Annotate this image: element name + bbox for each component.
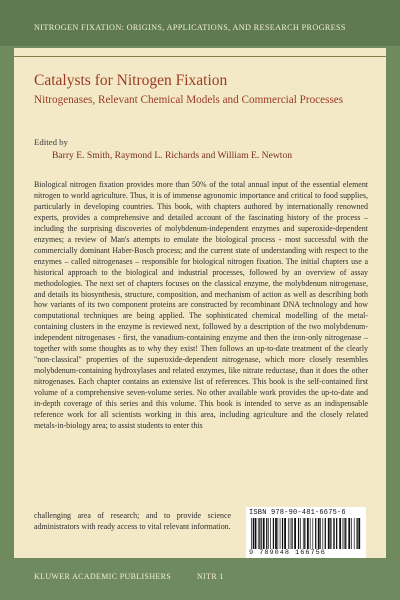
- barcode-bar: [278, 518, 279, 549]
- barcode-bar: [351, 518, 352, 549]
- book-title: Catalysts for Nitrogen Fixation: [34, 72, 228, 89]
- barcode-bar: [328, 518, 330, 549]
- barcode-digits: 9 789048 166756: [249, 549, 326, 557]
- barcode-bar: [318, 518, 320, 549]
- barcode-bar: [348, 518, 350, 549]
- barcode-bar: [358, 518, 360, 549]
- barcode-bar: [307, 518, 309, 549]
- barcode-bar: [325, 518, 326, 549]
- barcode-bar: [334, 518, 335, 549]
- barcode-bar: [300, 518, 301, 549]
- barcode-bar: [303, 518, 304, 549]
- barcode-bar: [259, 518, 260, 549]
- barcode-bar: [273, 518, 274, 549]
- barcode-bars: [251, 518, 361, 549]
- barcode-bar: [330, 518, 331, 549]
- barcode-bar: [333, 518, 334, 549]
- barcode-bar: [357, 518, 358, 549]
- book-subtitle: Nitrogenases, Relevant Chemical Models and Commercial Processes: [34, 94, 344, 106]
- barcode-bar: [258, 518, 259, 549]
- barcode-bar: [315, 518, 316, 549]
- barcode-bar: [354, 518, 355, 549]
- barcode-bar: [251, 518, 252, 549]
- barcode-bar: [290, 518, 291, 549]
- barcode-bar: [268, 518, 269, 549]
- barcode-bar: [320, 518, 321, 549]
- barcode-bar: [266, 518, 267, 549]
- barcode-bar: [280, 518, 281, 549]
- barcode-bar: [291, 518, 292, 549]
- barcode-bar: [294, 518, 296, 549]
- barcode: [246, 507, 366, 558]
- series-title: NITROGEN FIXATION: ORIGINS, APPLICATIONS, AND RESEARCH PROGRESS: [34, 23, 346, 32]
- barcode-bar: [270, 518, 271, 549]
- isbn-label: ISBN 978-90-481-6675-6: [249, 509, 346, 517]
- barcode-bar: [343, 518, 344, 549]
- barcode-bar: [312, 518, 313, 549]
- barcode-bar: [261, 518, 262, 549]
- barcode-bar: [344, 518, 345, 549]
- barcode-bar: [304, 518, 305, 549]
- barcode-bar: [339, 518, 341, 549]
- barcode-bar: [284, 518, 286, 549]
- barcode-bar: [336, 518, 337, 549]
- barcode-bar: [310, 518, 311, 549]
- barcode-bar: [263, 518, 265, 549]
- edited-by-label: Edited by: [34, 137, 68, 147]
- barcode-bar: [288, 518, 289, 549]
- barcode-bar: [322, 518, 323, 549]
- top-rule: [14, 56, 386, 57]
- barcode-bar: [255, 518, 257, 549]
- barcode-bar: [282, 518, 283, 549]
- editors: Barry E. Smith, Raymond L. Richards and William E. Newton: [52, 150, 293, 161]
- publisher: KLUWER ACADEMIC PUBLISHERS: [34, 572, 172, 581]
- barcode-bar: [275, 518, 277, 549]
- barcode-bar: [345, 518, 346, 549]
- barcode-bar: [298, 518, 299, 549]
- series-code: NITR 1: [197, 572, 224, 581]
- blurb-text: Biological nitrogen fixation provides more than 50% of the total annual input of the essential element nitrogen to world agriculture. Thus, it is of immense agronomic importance and critical to food supplies, particularly in developing countries. This book, with chapters authored by internationally renowned experts, provides a comprehensive and detailed account of the fascinating history of the process – including the surprising discoveries of molybdenum-independent enzymes and superoxide-dependent enzymes; a review of Man's attempts to emulate the biological process - most successful with the commercially dominant Haber-Bosch process; and the current state of understanding with respect to the enzymes – called nitrogenases – responsible for biological nitrogen fixation. The initial chapters use a historical approach to the biological and industrial processes, followed by an overview of assay methodologies. The next set of chapters focuses on the classical enzyme, the molybdenum nitrogenase, and details its biosynthesis, structure, composition, and mechanism of action as well as describing both how variants of its two component proteins are constructed by recombinant DNA technology and how computational techniques are being applied. The sophisticated chemical modelling of the metal-containing clusters in the enzyme is reviewed next, followed by a description of the two molybdenum-independent nitrogenases - first, the vanadium-containing enzyme and then the iron-only nitrogenase – together with some thoughts as to why they exist! Then follows an up-to-date treatment of the clearly "non-classical" properties of the superoxide-dependent nitrogenase, which more closely resembles molybdenum-containing hydroxylases and related enzymes, like nitrate reductase, than it does the other nitrogenases. Each chapter contains an extensive list of references. This book is the self-contained first volume of a comprehensive seven-volume series. No other available work provides the up-to-date and in-depth coverage of this series and this volume. This book is intended to serve as an indispensable reference work for all scientists working in this area, including agriculture and the closely related metals-in-biology area; to assist students to enter this: [34, 180, 368, 430]
- barcode-bar: [253, 518, 254, 549]
- blurb-text-end: challenging area of research; and to provide science administrators with ready access to vital relevant information.: [34, 511, 231, 531]
